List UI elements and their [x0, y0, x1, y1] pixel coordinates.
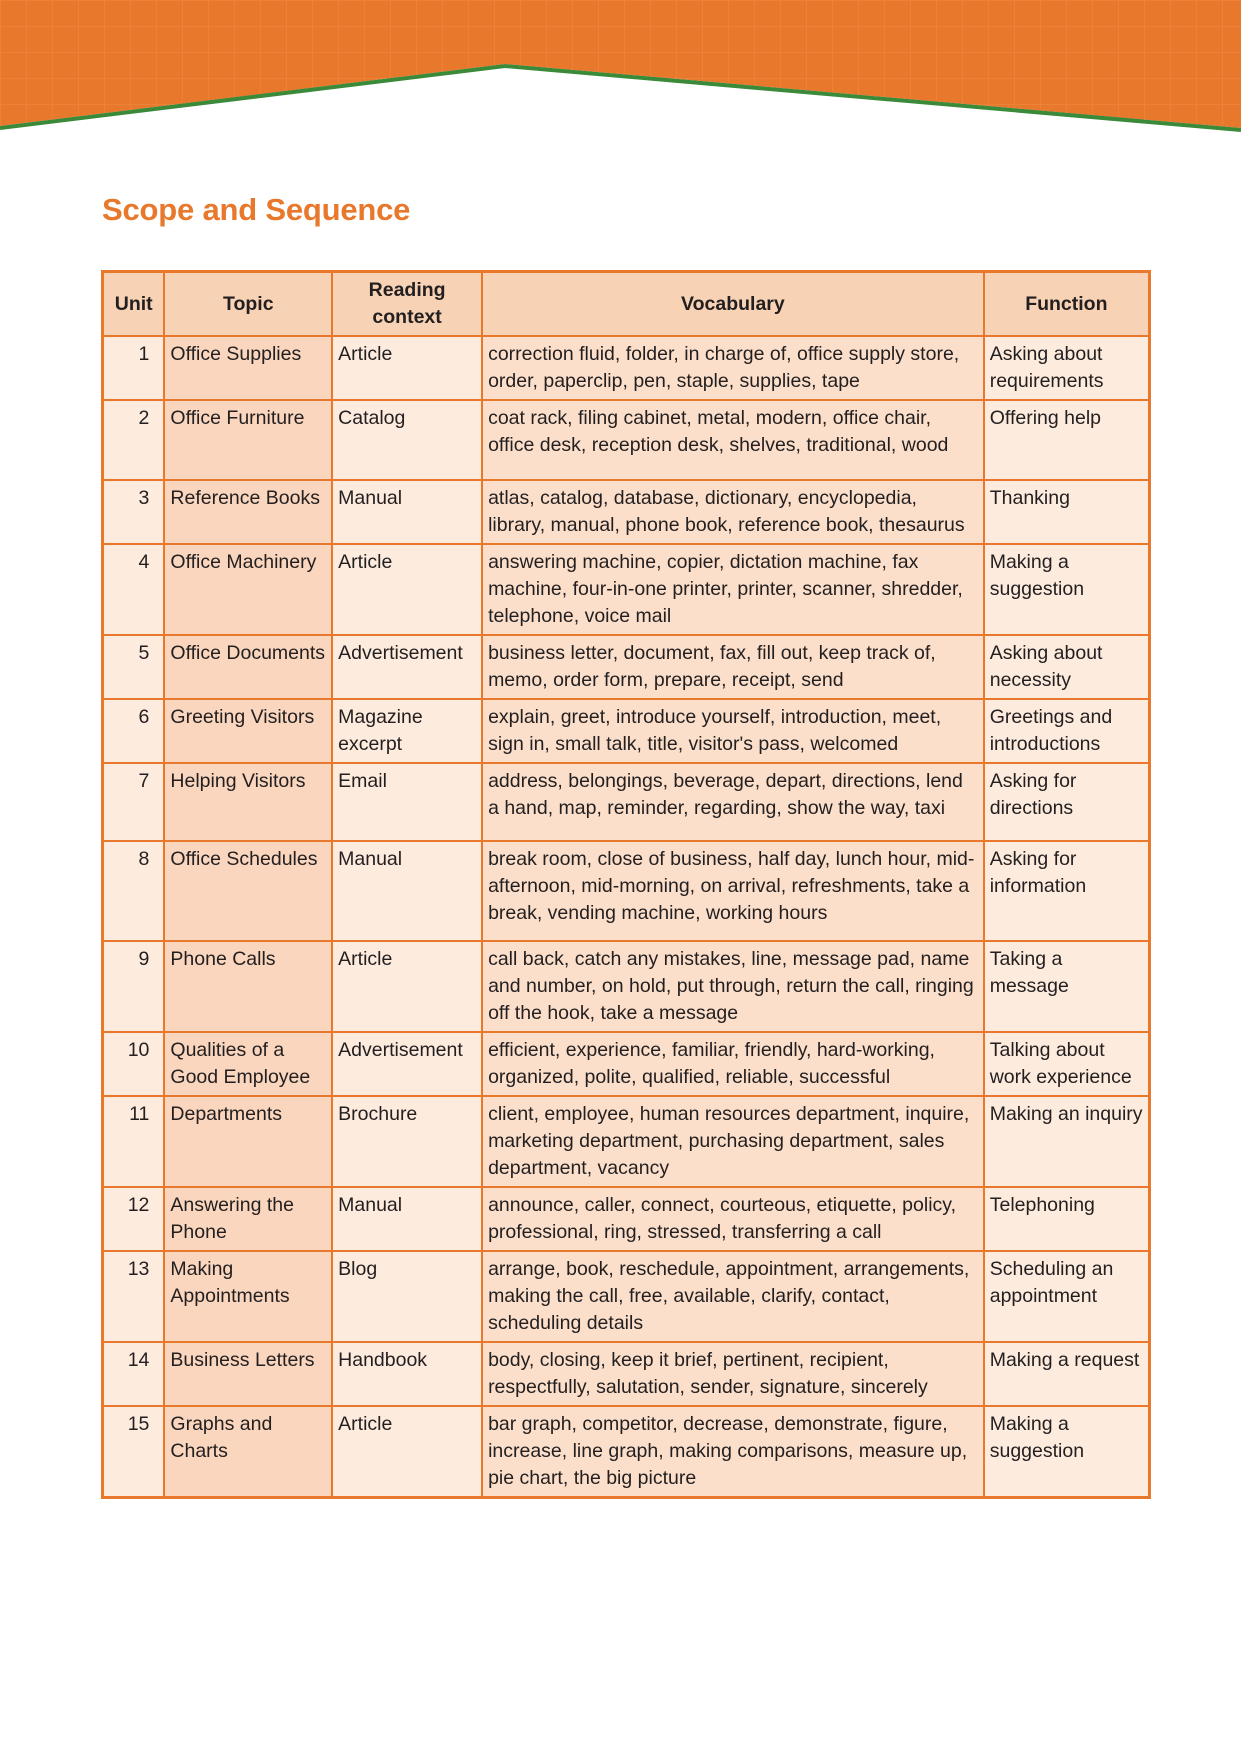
unit-cell: 1: [103, 336, 165, 400]
unit-cell: 8: [103, 841, 165, 941]
vocabulary-cell: arrange, book, reschedule, appointment, arrangements, making the call, free, available, clarify, contact, scheduling details: [482, 1251, 984, 1342]
unit-cell: 13: [103, 1251, 165, 1342]
header-unit: Unit: [103, 272, 165, 337]
reading-context-cell: Article: [332, 941, 482, 1032]
unit-cell: 15: [103, 1406, 165, 1498]
vocabulary-cell: break room, close of business, half day, lunch hour, mid-afternoon, mid-morning, on arrival, refreshments, take a break, vending machine, working hours: [482, 841, 984, 941]
reading-context-cell: Magazine excerpt: [332, 699, 482, 763]
function-cell: Telephoning: [984, 1187, 1150, 1251]
vocabulary-cell: coat rack, filing cabinet, metal, modern, office chair, office desk, reception desk, shelves, traditional, wood: [482, 400, 984, 480]
topic-cell: Reference Books: [164, 480, 332, 544]
header-banner: [0, 0, 1241, 140]
table-body: [103, 336, 1150, 1498]
topic-cell: Phone Calls: [164, 941, 332, 1032]
vocabulary-cell: body, closing, keep it brief, pertinent, recipient, respectfully, salutation, sender, signature, sincerely: [482, 1342, 984, 1406]
table-row: [103, 1251, 1150, 1342]
vocabulary-cell: business letter, document, fax, fill out, keep track of, memo, order form, prepare, receipt, send: [482, 635, 984, 699]
function-cell: Making a request: [984, 1342, 1150, 1406]
reading-context-cell: Email: [332, 763, 482, 841]
reading-context-cell: Manual: [332, 1187, 482, 1251]
topic-cell: Business Letters: [164, 1342, 332, 1406]
vocabulary-cell: explain, greet, introduce yourself, introduction, meet, sign in, small talk, title, visitor's pass, welcomed: [482, 699, 984, 763]
function-cell: Greetings and introductions: [984, 699, 1150, 763]
topic-cell: Office Schedules: [164, 841, 332, 941]
topic-cell: Greeting Visitors: [164, 699, 332, 763]
reading-context-cell: Brochure: [332, 1096, 482, 1187]
table-row: [103, 699, 1150, 763]
reading-context-cell: Blog: [332, 1251, 482, 1342]
unit-cell: 2: [103, 400, 165, 480]
vocabulary-cell: bar graph, competitor, decrease, demonstrate, figure, increase, line graph, making comparisons, measure up, pie chart, the big picture: [482, 1406, 984, 1498]
unit-cell: 14: [103, 1342, 165, 1406]
unit-cell: 4: [103, 544, 165, 635]
table-row: [103, 763, 1150, 841]
topic-cell: Departments: [164, 1096, 332, 1187]
table-row: [103, 1187, 1150, 1251]
topic-cell: Helping Visitors: [164, 763, 332, 841]
reading-context-cell: Handbook: [332, 1342, 482, 1406]
topic-cell: Office Machinery: [164, 544, 332, 635]
unit-cell: 3: [103, 480, 165, 544]
header-function: Function: [984, 272, 1150, 337]
table-row: [103, 400, 1150, 480]
table-row: [103, 336, 1150, 400]
function-cell: Making an inquiry: [984, 1096, 1150, 1187]
function-cell: Asking about requirements: [984, 336, 1150, 400]
topic-cell: Office Furniture: [164, 400, 332, 480]
vocabulary-cell: client, employee, human resources department, inquire, marketing department, purchasing department, sales department, vacancy: [482, 1096, 984, 1187]
table-row: [103, 1406, 1150, 1498]
function-cell: Making a suggestion: [984, 544, 1150, 635]
vocabulary-cell: efficient, experience, familiar, friendly, hard-working, organized, polite, qualified, reliable, successful: [482, 1032, 984, 1096]
vocabulary-cell: atlas, catalog, database, dictionary, encyclopedia, library, manual, phone book, reference book, thesaurus: [482, 480, 984, 544]
reading-context-cell: Manual: [332, 480, 482, 544]
unit-cell: 6: [103, 699, 165, 763]
function-cell: Scheduling an appointment: [984, 1251, 1150, 1342]
vocabulary-cell: announce, caller, connect, courteous, etiquette, policy, professional, ring, stressed, transferring a call: [482, 1187, 984, 1251]
table-row: [103, 544, 1150, 635]
function-cell: Asking about necessity: [984, 635, 1150, 699]
vocabulary-cell: answering machine, copier, dictation machine, fax machine, four-in-one printer, printer, scanner, shredder, telephone, voice mail: [482, 544, 984, 635]
header-vocabulary: Vocabulary: [482, 272, 984, 337]
unit-cell: 10: [103, 1032, 165, 1096]
topic-cell: Office Documents: [164, 635, 332, 699]
topic-cell: Office Supplies: [164, 336, 332, 400]
reading-context-cell: Article: [332, 336, 482, 400]
function-cell: Talking about work experience: [984, 1032, 1150, 1096]
header-reading-context: Reading context: [332, 272, 482, 337]
topic-cell: Graphs and Charts: [164, 1406, 332, 1498]
function-cell: Making a suggestion: [984, 1406, 1150, 1498]
unit-cell: 9: [103, 941, 165, 1032]
reading-context-cell: Advertisement: [332, 635, 482, 699]
function-cell: Offering help: [984, 400, 1150, 480]
table-row: [103, 1096, 1150, 1187]
table-row: [103, 1032, 1150, 1096]
vocabulary-cell: call back, catch any mistakes, line, message pad, name and number, on hold, put through, return the call, ringing off the hook, take a message: [482, 941, 984, 1032]
header-topic: Topic: [164, 272, 332, 337]
reading-context-cell: Advertisement: [332, 1032, 482, 1096]
table-row: [103, 480, 1150, 544]
vocabulary-cell: address, belongings, beverage, depart, directions, lend a hand, map, reminder, regarding, show the way, taxi: [482, 763, 984, 841]
topic-cell: Answering the Phone: [164, 1187, 332, 1251]
scope-sequence-table: [101, 270, 1151, 1499]
unit-cell: 7: [103, 763, 165, 841]
table-row: [103, 1342, 1150, 1406]
function-cell: Thanking: [984, 480, 1150, 544]
unit-cell: 12: [103, 1187, 165, 1251]
reading-context-cell: Article: [332, 544, 482, 635]
table-row: [103, 841, 1150, 941]
table-header-row: [103, 272, 1150, 337]
reading-context-cell: Catalog: [332, 400, 482, 480]
reading-context-cell: Manual: [332, 841, 482, 941]
topic-cell: Qualities of a Good Employee: [164, 1032, 332, 1096]
table-row: [103, 941, 1150, 1032]
topic-cell: Making Appointments: [164, 1251, 332, 1342]
reading-context-cell: Article: [332, 1406, 482, 1498]
vocabulary-cell: correction fluid, folder, in charge of, office supply store, order, paperclip, pen, staple, supplies, tape: [482, 336, 984, 400]
unit-cell: 5: [103, 635, 165, 699]
function-cell: Asking for information: [984, 841, 1150, 941]
function-cell: Taking a message: [984, 941, 1150, 1032]
table-row: [103, 635, 1150, 699]
function-cell: Asking for directions: [984, 763, 1150, 841]
page-title: Scope and Sequence: [102, 192, 411, 227]
unit-cell: 11: [103, 1096, 165, 1187]
